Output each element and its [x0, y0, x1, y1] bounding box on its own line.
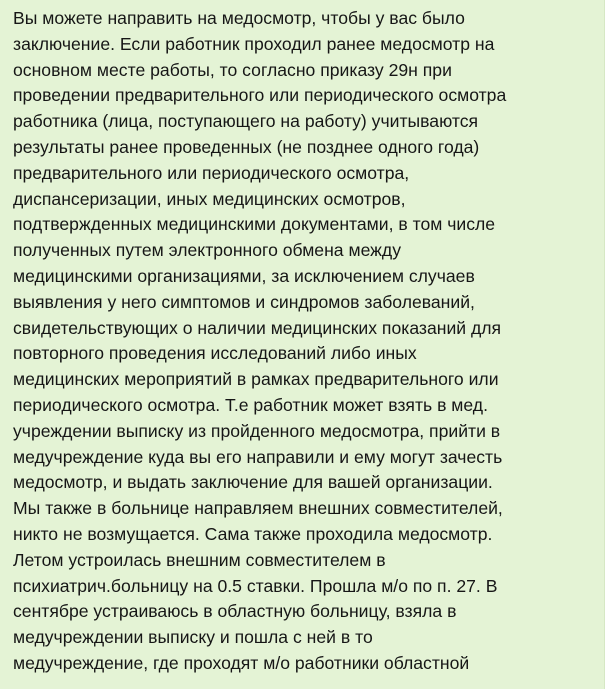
message-line: сентябре устраиваюсь в областную больницу, взяла в	[13, 601, 457, 622]
message-line: работника (лица, поступающего на работу) учитываются	[13, 111, 479, 132]
message-line: психиатрич.больницу на 0.5 ставки. Прошла м/о по п. 27. В	[13, 575, 498, 596]
message-line: заключение. Если работник проходил ранее медосмотр на	[13, 33, 495, 54]
message-line: медицинских мероприятий в рамках предварительного или	[13, 369, 499, 390]
message-line: учреждении выписку из пройденного медосмотра, прийти в	[13, 420, 501, 441]
message-line: медицинскими организациями, за исключением случаев	[13, 265, 475, 286]
message-line: выявления у него симптомов и синдромов заболеваний,	[13, 291, 475, 312]
message-line: диспансеризации, иных медицинских осмотров,	[13, 188, 406, 209]
message-line: медучреждение, где проходят м/о работники областной	[13, 652, 470, 673]
message-line: медучреждении выписку и пошла с ней в то	[13, 627, 373, 648]
message-line: свидетельствующих о наличии медицинских показаний для	[13, 317, 502, 338]
message-line: медучреждение куда вы его направили и ему могут зачесть	[13, 446, 503, 467]
message-line: полученных путем электронного обмена между	[13, 240, 401, 261]
message-line: предварительного или периодического осмотра,	[13, 162, 410, 183]
message-text	[13, 6, 590, 677]
message-line: подтвержденных медицинскими документами, в том числе	[13, 214, 496, 235]
message-line: основном месте работы, то согласно приказу 29н при	[13, 59, 452, 80]
message-line: проведении предварительного или периодического осмотра	[13, 85, 507, 106]
message-line: Вы можете направить на медосмотр, чтобы у вас было	[13, 8, 465, 28]
message-line: никто не возмущается. Сама также проходила медосмотр.	[13, 523, 493, 544]
message-line: периодического осмотра. Т.е работник может взять в мед.	[13, 394, 488, 415]
message-line: Мы также в больнице направляем внешних совместителей,	[13, 498, 503, 519]
message-line: Летом устроилась внешним совместителем в	[13, 549, 386, 570]
message-line: медосмотр, и выдать заключение для вашей организации.	[13, 472, 493, 493]
message-line: результаты ранее проведенных (не позднее одного года)	[13, 136, 480, 157]
message-line: повторного проведения исследований либо иных	[13, 343, 417, 364]
